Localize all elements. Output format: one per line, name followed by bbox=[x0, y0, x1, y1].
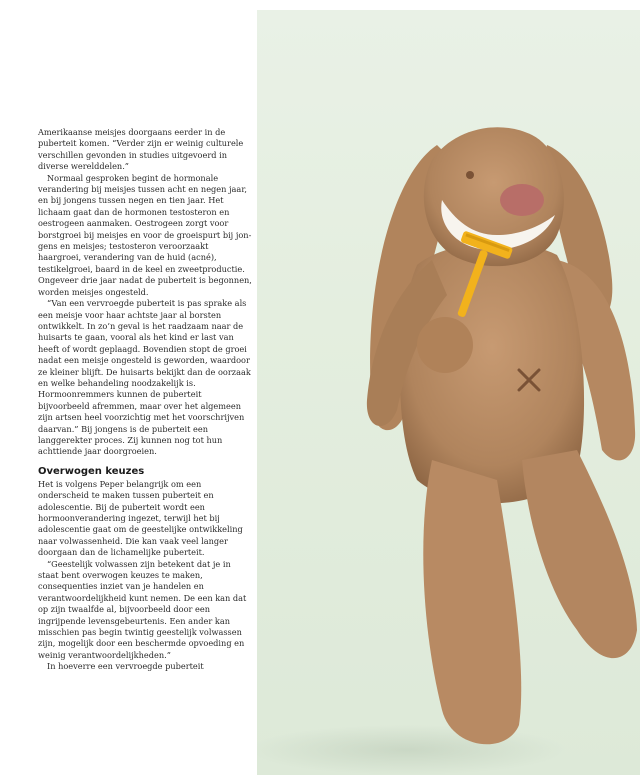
paragraph-2: Normaal gesproken begint de hormonale verandering bij meisjes tussen acht en negen jaar, en bij jongens tussen negen en tien jaar. Het lichaam gaat dan de hormonen testosteron en oestrogeen aanmaken. Oestrogeen zorgt voor borstgroei bij meisjes en voor de groeispurt bij jongens en meisjes; testosteron veroorzaakt haargroei, verandering van de huid (acné), testikelgroei, baard in de keel en zweetproductie. Ongeveer drie jaar nadat de puberteit is begonnen, worden meisjes ongesteld. bbox=[38, 172, 252, 297]
plush-rabbit-illustration bbox=[257, 10, 640, 775]
paragraph-3: “Van een vervroegde puberteit is pas sprake als een meisje voor haar achtste jaar al borsten ontwikkelt. In zo’n geval is het raadzaam naar de huisarts te gaan, vooral als het kind er last van heeft of wordt geplaagd. Bovendien stopt de groei nadat een meisje ongesteld is geworden, waardoor ze kleiner blijft. De huisarts bekijkt dan de oorzaak en welke behandeling noodzakelijk is. Hormoonremmers kunnen de puberteit bijvoorbeeld afremmen, maar over het algemeen zijn artsen heel voorzichtig met het voorschrijven daarvan.” Bij jongens is de puberteit een langgerekter proces. Zij kunnen nog tot hun achttiende jaar doorgroeien. bbox=[38, 298, 251, 457]
nose bbox=[500, 184, 544, 216]
article-column bbox=[38, 127, 252, 673]
plush-rabbit-photo bbox=[257, 10, 640, 775]
floor-shadow bbox=[257, 725, 567, 775]
paragraph-6: In hoeverre een vervroegde puberteit bbox=[47, 661, 204, 672]
eye bbox=[466, 171, 474, 179]
paragraph-5: “Geestelijk volwassen zijn betekent dat je in staat bent overwogen keuzes te maken, consequenties inziet van je handelen en verantwoordelijkheid kunt nemen. De een kan dat op zijn twaalfde al, bijvoorbeeld door een ingrijpende levensgebeurtenis. Een ander kan misschien pas begin twintig geestelijk volwassen zijn, mogelijk door een beschermde opvoeding en weinig verantwoordelijkheden.” bbox=[38, 558, 247, 660]
left-paw bbox=[417, 317, 473, 373]
paragraph-4: Het is volgens Peper belangrijk om een onderscheid te maken tussen puberteit en adolescentie. Bij de puberteit wordt een hormoonverandering ingezet, terwijl het bij adolescentie gaat om de geestelijke ontwikkeling naar volwassenheid. Die kan vaak veel langer doorgaan dan de lichamelijke puberteit. bbox=[38, 478, 243, 558]
right-leg bbox=[522, 450, 637, 658]
section-heading: Overwogen keuzes bbox=[38, 465, 145, 477]
paragraph-1: Amerikaanse meisjes doorgaans eerder in de puberteit komen. “Verder zijn er weinig culturele verschillen gevonden in studies uitgevoerd in diverse werelddelen.” bbox=[38, 127, 244, 172]
